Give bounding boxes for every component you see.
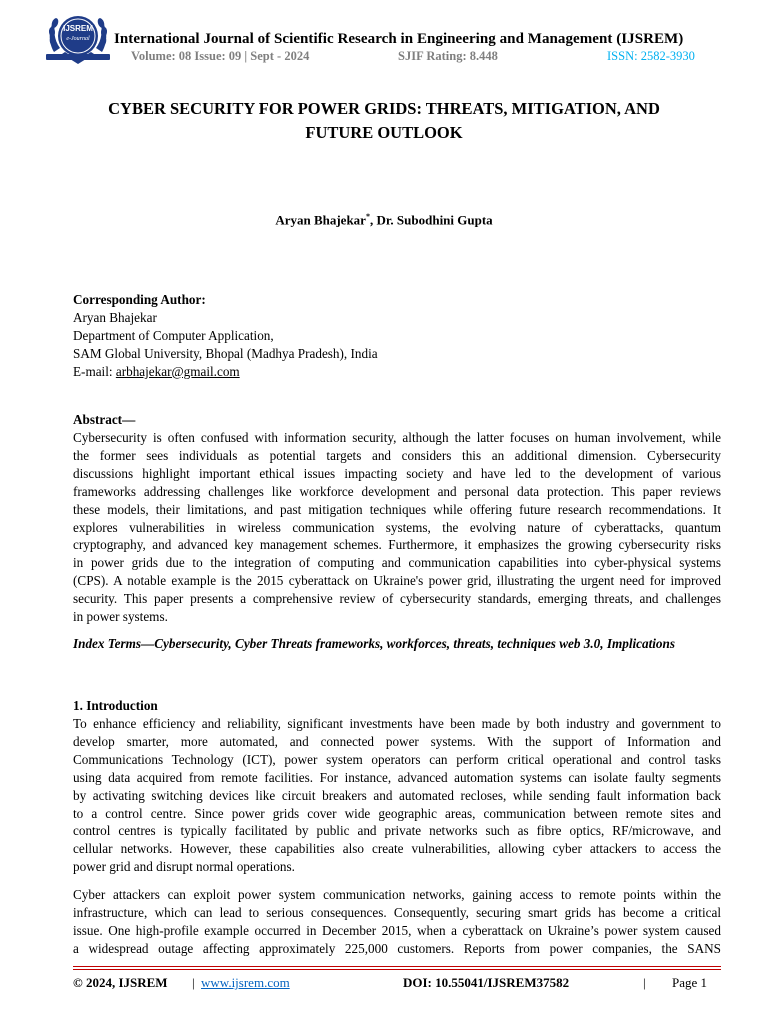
introduction-paragraph	[73, 715, 721, 876]
abstract-line: the former sees individuals as potential targets and considers this an additional dimension. Cybersecurity	[73, 447, 721, 463]
paragraph-line: Cyber attackers can exploit power system communication networks, gaining access to remote points within the	[73, 887, 721, 902]
corresponding-university: SAM Global University, Bhopal (Madhya Pradesh), India	[73, 345, 378, 361]
abstract-line: explores vulnerabilities in wireless communication systems, the evolving nature of cyberattacks, quantum	[73, 519, 721, 535]
journal-title: International Journal of Scientific Research in Engineering and Management (IJSREM)	[114, 31, 684, 47]
paragraph-line: to a control centre. Since power grids cover wide geographic areas, communication between remote sites and	[73, 805, 721, 821]
paragraph-line: using data acquired from remote facilities. For instance, advanced automation systems can isolate faulty segments	[73, 769, 721, 785]
corresponding-author-block	[73, 291, 721, 381]
abstract-line: in power grids due to the integration of computing and communication capabilities into cyber-physical systems	[73, 555, 721, 571]
paragraph-line: issue. One high-profile example occurred in December 2015, when a cyberattack on Ukraine’s power system caused	[73, 922, 721, 938]
corresponding-heading: Corresponding Author:	[73, 292, 206, 307]
abstract-line: (CPS). A notable example is the 2015 cyberattack on Ukraine's power grid, illustrating the urgent need for improved	[73, 573, 721, 589]
paragraph-line: Communications Technology (ICT), power system operators can perform critical operational and control tasks	[73, 751, 721, 767]
author-name: Aryan Bhajekar	[275, 212, 366, 228]
corresponding-email-line	[73, 363, 721, 381]
corresponding-department: Department of Computer Application,	[73, 327, 274, 343]
title-line: CYBER SECURITY FOR POWER GRIDS: THREATS, MITIGATION, AND	[108, 99, 660, 118]
paragraph-line: develop smarter, more automated, and connected power systems. With the support of Information and	[73, 733, 721, 749]
paragraph-line: power grid and disrupt normal operations.	[73, 859, 295, 875]
author-name: , Dr. Subodhini Gupta	[369, 212, 493, 228]
paragraph-line: To enhance efficiency and reliability, significant investments have been made by both industry and government to	[73, 716, 721, 731]
footer-separator: |	[192, 975, 195, 990]
issn: ISSN: 2582-3930	[607, 49, 695, 63]
abstract-line: cryptography, and advanced key management schemes. Furthermore, it emphasizes the growing cybersecurity risks	[73, 537, 721, 553]
page-number: Page 1	[672, 975, 708, 990]
introduction-paragraph	[73, 886, 721, 958]
index-terms: Index Terms—Cybersecurity, Cyber Threats frameworks, workforces, threats, techniques web 3.0, Implications	[73, 636, 675, 651]
title-line: FUTURE OUTLOOK	[305, 123, 463, 142]
abstract-line: discussions highlight important ethical issues impacting society and have led to the development of various	[73, 465, 721, 481]
author-list	[0, 212, 768, 228]
corresponding-name: Aryan Bhajekar	[73, 309, 157, 325]
email-link[interactable]: arbhajekar@gmail.com	[115, 363, 240, 379]
paragraph-line: a widespread outage affecting approximately 225,000 customers. Reports from power companies, the SANS	[73, 940, 721, 956]
footer-divider	[73, 966, 721, 970]
section-heading-introduction: 1. Introduction	[73, 698, 158, 713]
paragraph-line: by activating switching devices like circuit breakers and automated recloses, while sending fault information back	[73, 787, 721, 803]
paragraph-line: infrastructure, which can lead to serious consequences. Consequently, securing smart grids has become a critical	[73, 904, 721, 920]
footer-website-link[interactable]: www.ijsrem.com	[201, 975, 290, 990]
abstract-line: security. This paper presents a comprehensive review of cybersecurity standards, emerging threats, and challenges	[73, 591, 721, 607]
abstract-line: frameworks addressing challenges like workforce development and personal data protection. This paper reviews	[73, 483, 721, 499]
abstract-line: these models, their limitations, and past mitigation techniques while offering future research recommendations. It	[73, 501, 721, 517]
abstract-heading: Abstract—	[73, 412, 136, 427]
abstract-line: Cybersecurity is often confused with information security, although the latter focuses on human involvement, while	[73, 430, 721, 445]
paragraph-line: cellular networks. However, these capabilities also create vulnerabilities, allowing cyber attackers to access the	[73, 841, 721, 857]
logo-text-top: IJSREM	[63, 24, 93, 33]
corresponding-mark: *	[365, 212, 370, 221]
footer-separator: |	[643, 975, 646, 990]
paragraph-line: control centres is typically facilitated by public and private networks such as fibre optics, RF/microwave, and	[73, 823, 721, 839]
abstract-line: in power systems.	[73, 609, 168, 625]
footer-doi: DOI: 10.55041/IJSREM37582	[403, 975, 570, 990]
logo-text-mid: e-Journal	[66, 36, 90, 42]
journal-logo	[44, 8, 112, 70]
footer-copyright: © 2024, IJSREM	[73, 975, 168, 990]
volume-issue: Volume: 08 Issue: 09 | Sept - 2024	[131, 49, 310, 63]
sjif-rating: SJIF Rating: 8.448	[398, 49, 498, 63]
abstract-body	[73, 429, 721, 626]
paper-title	[60, 97, 708, 145]
email-label: E-mail:	[73, 363, 116, 379]
